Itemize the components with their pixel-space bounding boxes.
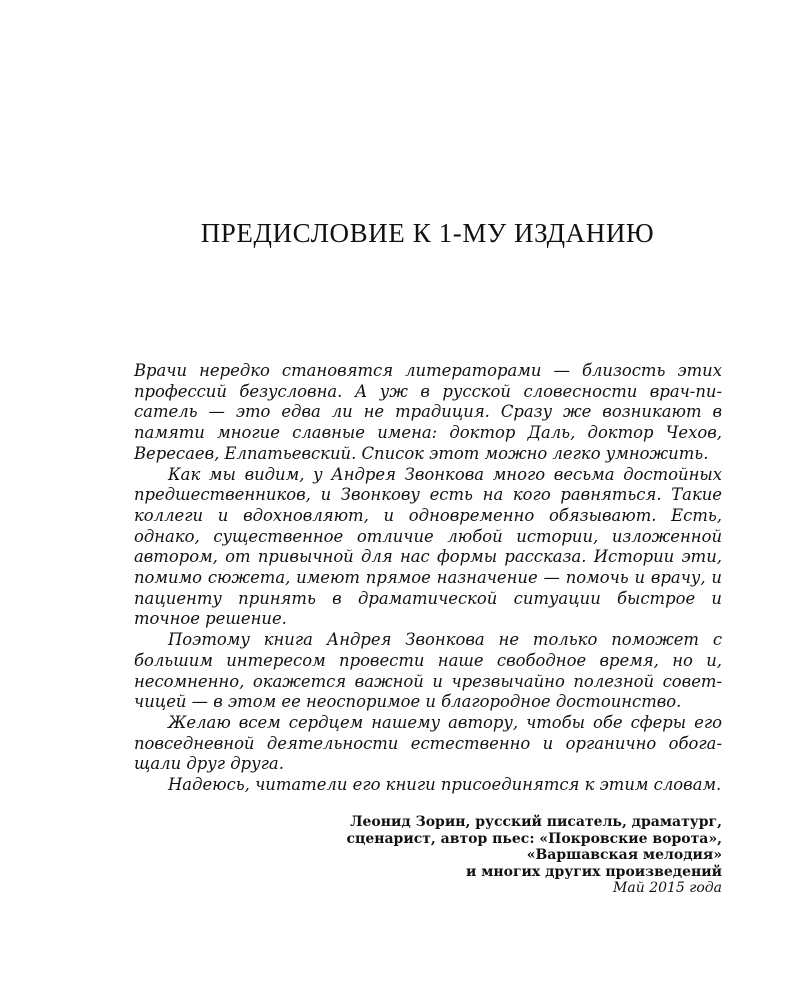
preface-body (134, 361, 722, 796)
paragraph: Врачи нередко становятся литераторами — близость этих профессий безусловна. А уж в русской словесности врач-писатель — это едва ли не традиция. Сразу же возникают в памяти многие славные имена: доктор Даль, доктор Чехов, Вересаев, Елпатьевский. Список этот можно легко умножить. (134, 361, 722, 463)
paragraph: Как мы видим, у Андрея Звонкова много весьма достойных предшественников, и Звонкову есть на кого равняться. Такие коллеги и вдохновляют, и одновременно обязывают. Есть, однако, существенное отличие любой истории, изложенной автором, от привычной для нас формы рассказа. Истории эти, помимо сюжета, имеют прямое назначение — помочь и врачу, и пациенту принять в драматической ситуации быстрое и точное решение. (134, 464, 722, 629)
paragraph: Надеюсь, читатели его книги присоединятся к этим словам. (168, 775, 722, 795)
signature-line: и многих других произведений (465, 863, 722, 880)
signature-line: «Варшавская мелодия» (526, 847, 722, 864)
paragraph: Поэтому книга Андрея Звонкова не только поможет с большим интересом провести наше свободное время, но и, несомненно, окажется важной и чрезвычайно полезной советчицей — в этом ее неоспоримое и благородное достоинство. (134, 630, 722, 712)
signature-line: сценарист, автор пьес: «Покровские ворота», (346, 830, 722, 847)
author-signature (250, 814, 722, 897)
paragraph: Желаю всем сердцем нашему автору, чтобы обе сферы его повседневной деятельности естественно и органично обогащали друг друга. (134, 712, 722, 774)
page-title: ПРЕДИСЛОВИЕ К 1-МУ ИЗДАНИЮ (200, 218, 655, 248)
signature-date: Май 2015 года (613, 880, 722, 897)
signature-line: Леонид Зорин, русский писатель, драматург, (350, 814, 722, 830)
